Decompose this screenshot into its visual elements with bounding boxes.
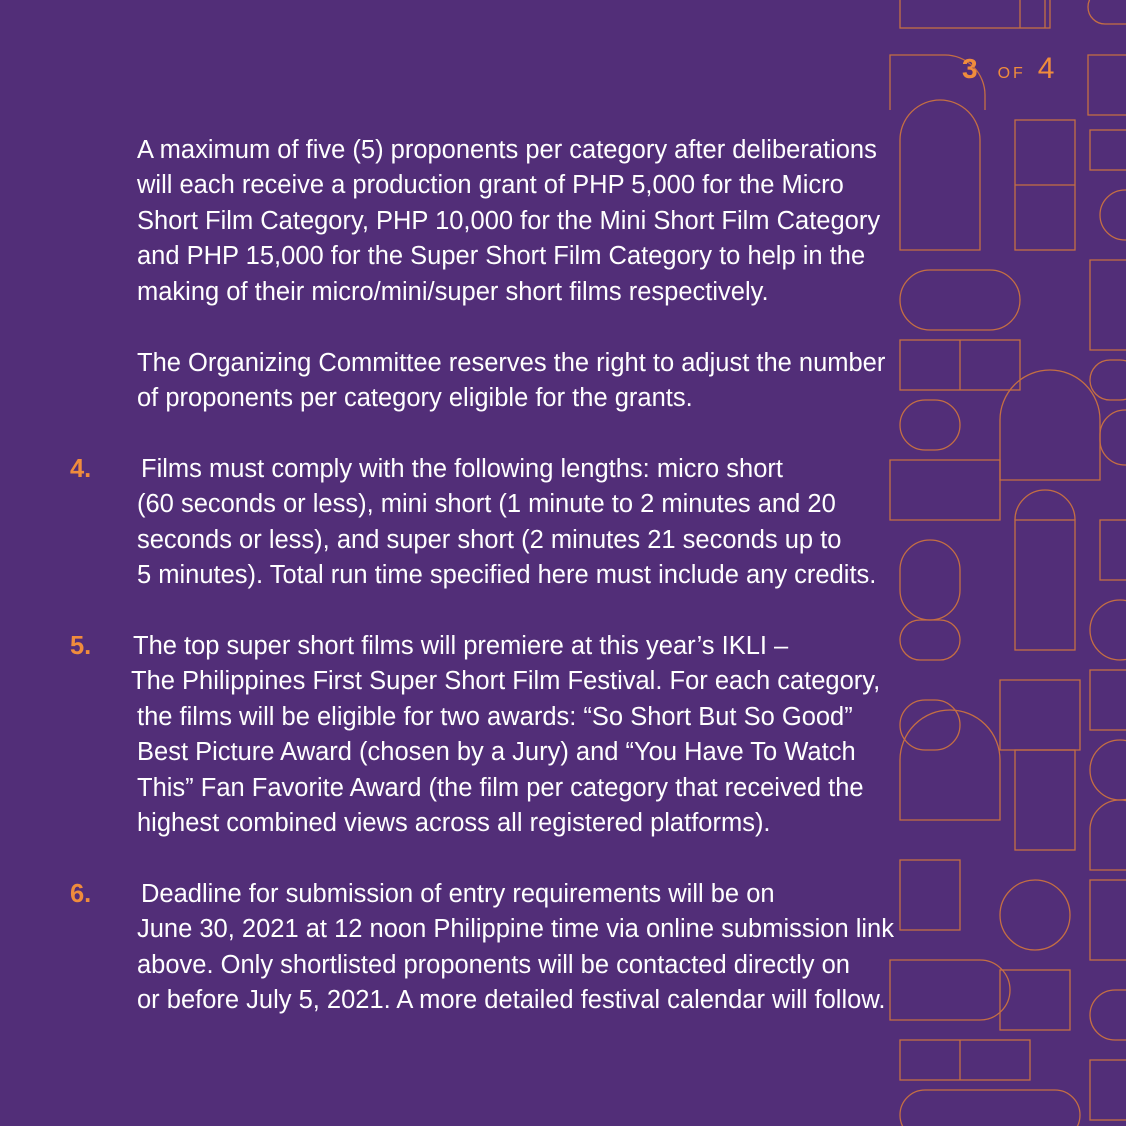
page-separator: OF <box>997 65 1026 82</box>
text-line: or before July 5, 2021. A more detailed festival calendar will follow. <box>137 986 886 1015</box>
text-line: This” Fan Favorite Award (the film per category that received the <box>137 773 864 802</box>
text-line: and PHP 15,000 for the Super Short Film Category to help in the <box>137 242 866 271</box>
page-current: 3 <box>962 53 978 84</box>
text-line: highest combined views across all registered platforms). <box>137 809 771 838</box>
grant-paragraph <box>137 133 1037 310</box>
item-number: 5. <box>70 632 92 660</box>
committee-paragraph <box>137 346 1037 417</box>
text-line: of proponents per category eligible for the grants. <box>137 384 693 413</box>
text-line: seconds or less), and super short (2 minutes 21 seconds up to <box>137 525 842 554</box>
text-line: 5 minutes). Total run time specified here must include any credits. <box>137 561 877 590</box>
page-total: 4 <box>1037 52 1055 85</box>
item-text <box>137 877 1037 1019</box>
text-line: Best Picture Award (chosen by a Jury) and “You Have To Watch <box>137 738 856 767</box>
text-line: A maximum of five (5) proponents per category after deliberations <box>137 136 877 164</box>
text-line: (60 seconds or less), mini short (1 minute to 2 minutes and 20 <box>137 490 836 519</box>
text-line: the films will be eligible for two awards: “So Short But So Good” <box>137 702 853 731</box>
text-line: The Philippines First Super Short Film Festival. For each category, <box>131 667 881 696</box>
text-line: The Organizing Committee reserves the right to adjust the number <box>137 349 886 377</box>
page-indicator <box>962 52 1054 92</box>
text-line: June 30, 2021 at 12 noon Philippine time via online submission link <box>137 915 894 944</box>
text-line: Films must comply with the following lengths: micro short <box>141 455 783 483</box>
text-line: Deadline for submission of entry requirements will be on <box>141 880 775 908</box>
text-line: Short Film Category, PHP 10,000 for the Mini Short Film Category <box>137 206 881 235</box>
item-text <box>137 452 1037 594</box>
item-text <box>131 629 1037 841</box>
text-line: The top super short films will premiere at this year’s IKLI – <box>133 632 789 660</box>
text-line: above. Only shortlisted proponents will be contacted directly on <box>137 950 850 979</box>
item-number: 4. <box>70 455 92 483</box>
item-number: 6. <box>70 880 92 908</box>
text-line: will each receive a production grant of PHP 5,000 for the Micro <box>137 171 844 200</box>
text-line: making of their micro/mini/super short films respectively. <box>137 277 769 306</box>
